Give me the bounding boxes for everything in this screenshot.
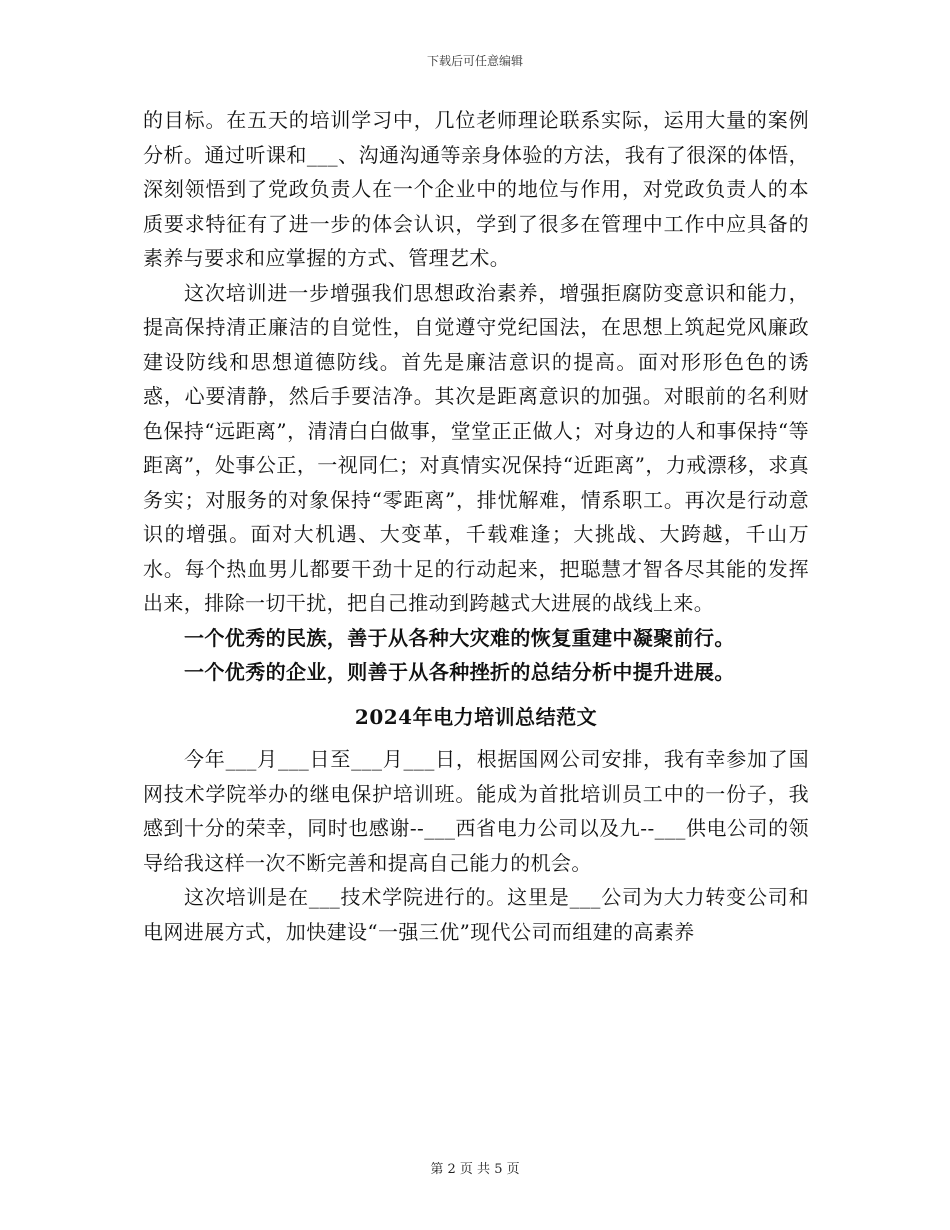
page-header: 下载后可任意编辑 xyxy=(426,54,523,68)
section-title: 2024年电力培训总结范文 xyxy=(354,704,598,729)
bold-statement-1: 一个优秀的民族，善于从各种大灾难的恢复重建中凝聚前行。 xyxy=(184,625,735,650)
paragraph-1: 的目标。在五天的培训学习中，几位老师理论联系实际，运用大量的案例分析。通过听课和___、沟通沟通等亲身体验的方法，我有了很深的体悟，深刻领悟到了党政负责人在一个企业中的地位与作用，对党政负责人的本质要求特征有了进一步的体会认识，学到了很多在管理中工作中应具备的素养与要求和应掌握的方式、管理艺术。 xyxy=(143,108,809,270)
page-footer: 第 2 页 共 5 页 xyxy=(430,1162,520,1177)
paragraph-3: 今年___月___日至___月___日，根据国网公司安排，我有幸参加了国网技术学院举办的继电保护培训班。能成为首批培训员工中的一份子，我感到十分的荣幸，同时也感谢--___西省电力公司以及九--___供电公司的领导给我这样一次不断完善和提高自己能力的机会。 xyxy=(143,747,809,875)
bold-statement-2: 一个优秀的企业，则善于从各种挫折的总结分析中提升进展。 xyxy=(184,660,735,684)
document-body xyxy=(143,103,809,949)
paragraph-4: 这次培训是在___技术学院进行的。这里是___公司为大力转变公司和电网进展方式，加快建设“一强三优”现代公司而组建的高素养 xyxy=(143,885,809,944)
paragraph-2: 这次培训进一步增强我们思想政治素养，增强拒腐防变意识和能力，提高保持清正廉洁的自觉性，自觉遵守党纪国法，在思想上筑起党风廉政建设防线和思想道德防线。首先是廉洁意识的提高。面对形形色色的诱惑，心要清静，然后手要洁净。其次是距离意识的加强。对眼前的名利财色保持“远距离”，清清白白做事，堂堂正正做人；对身边的人和事保持“等距离”，处事公正，一视同仁；对真情实况保持“近距离”，力戒漂移，求真务实；对服务的对象保持“零距离”，排忧解难，情系职工。再次是行动意识的增强。面对大机遇、大变革，千载难逢；大挑战、大跨越，千山万水。每个热血男儿都要干劲十足的行动起来，把聪慧才智各尽其能的发挥出来，排除一切干扰，把自己推动到跨越式大进展的战线上来。 xyxy=(143,280,809,615)
